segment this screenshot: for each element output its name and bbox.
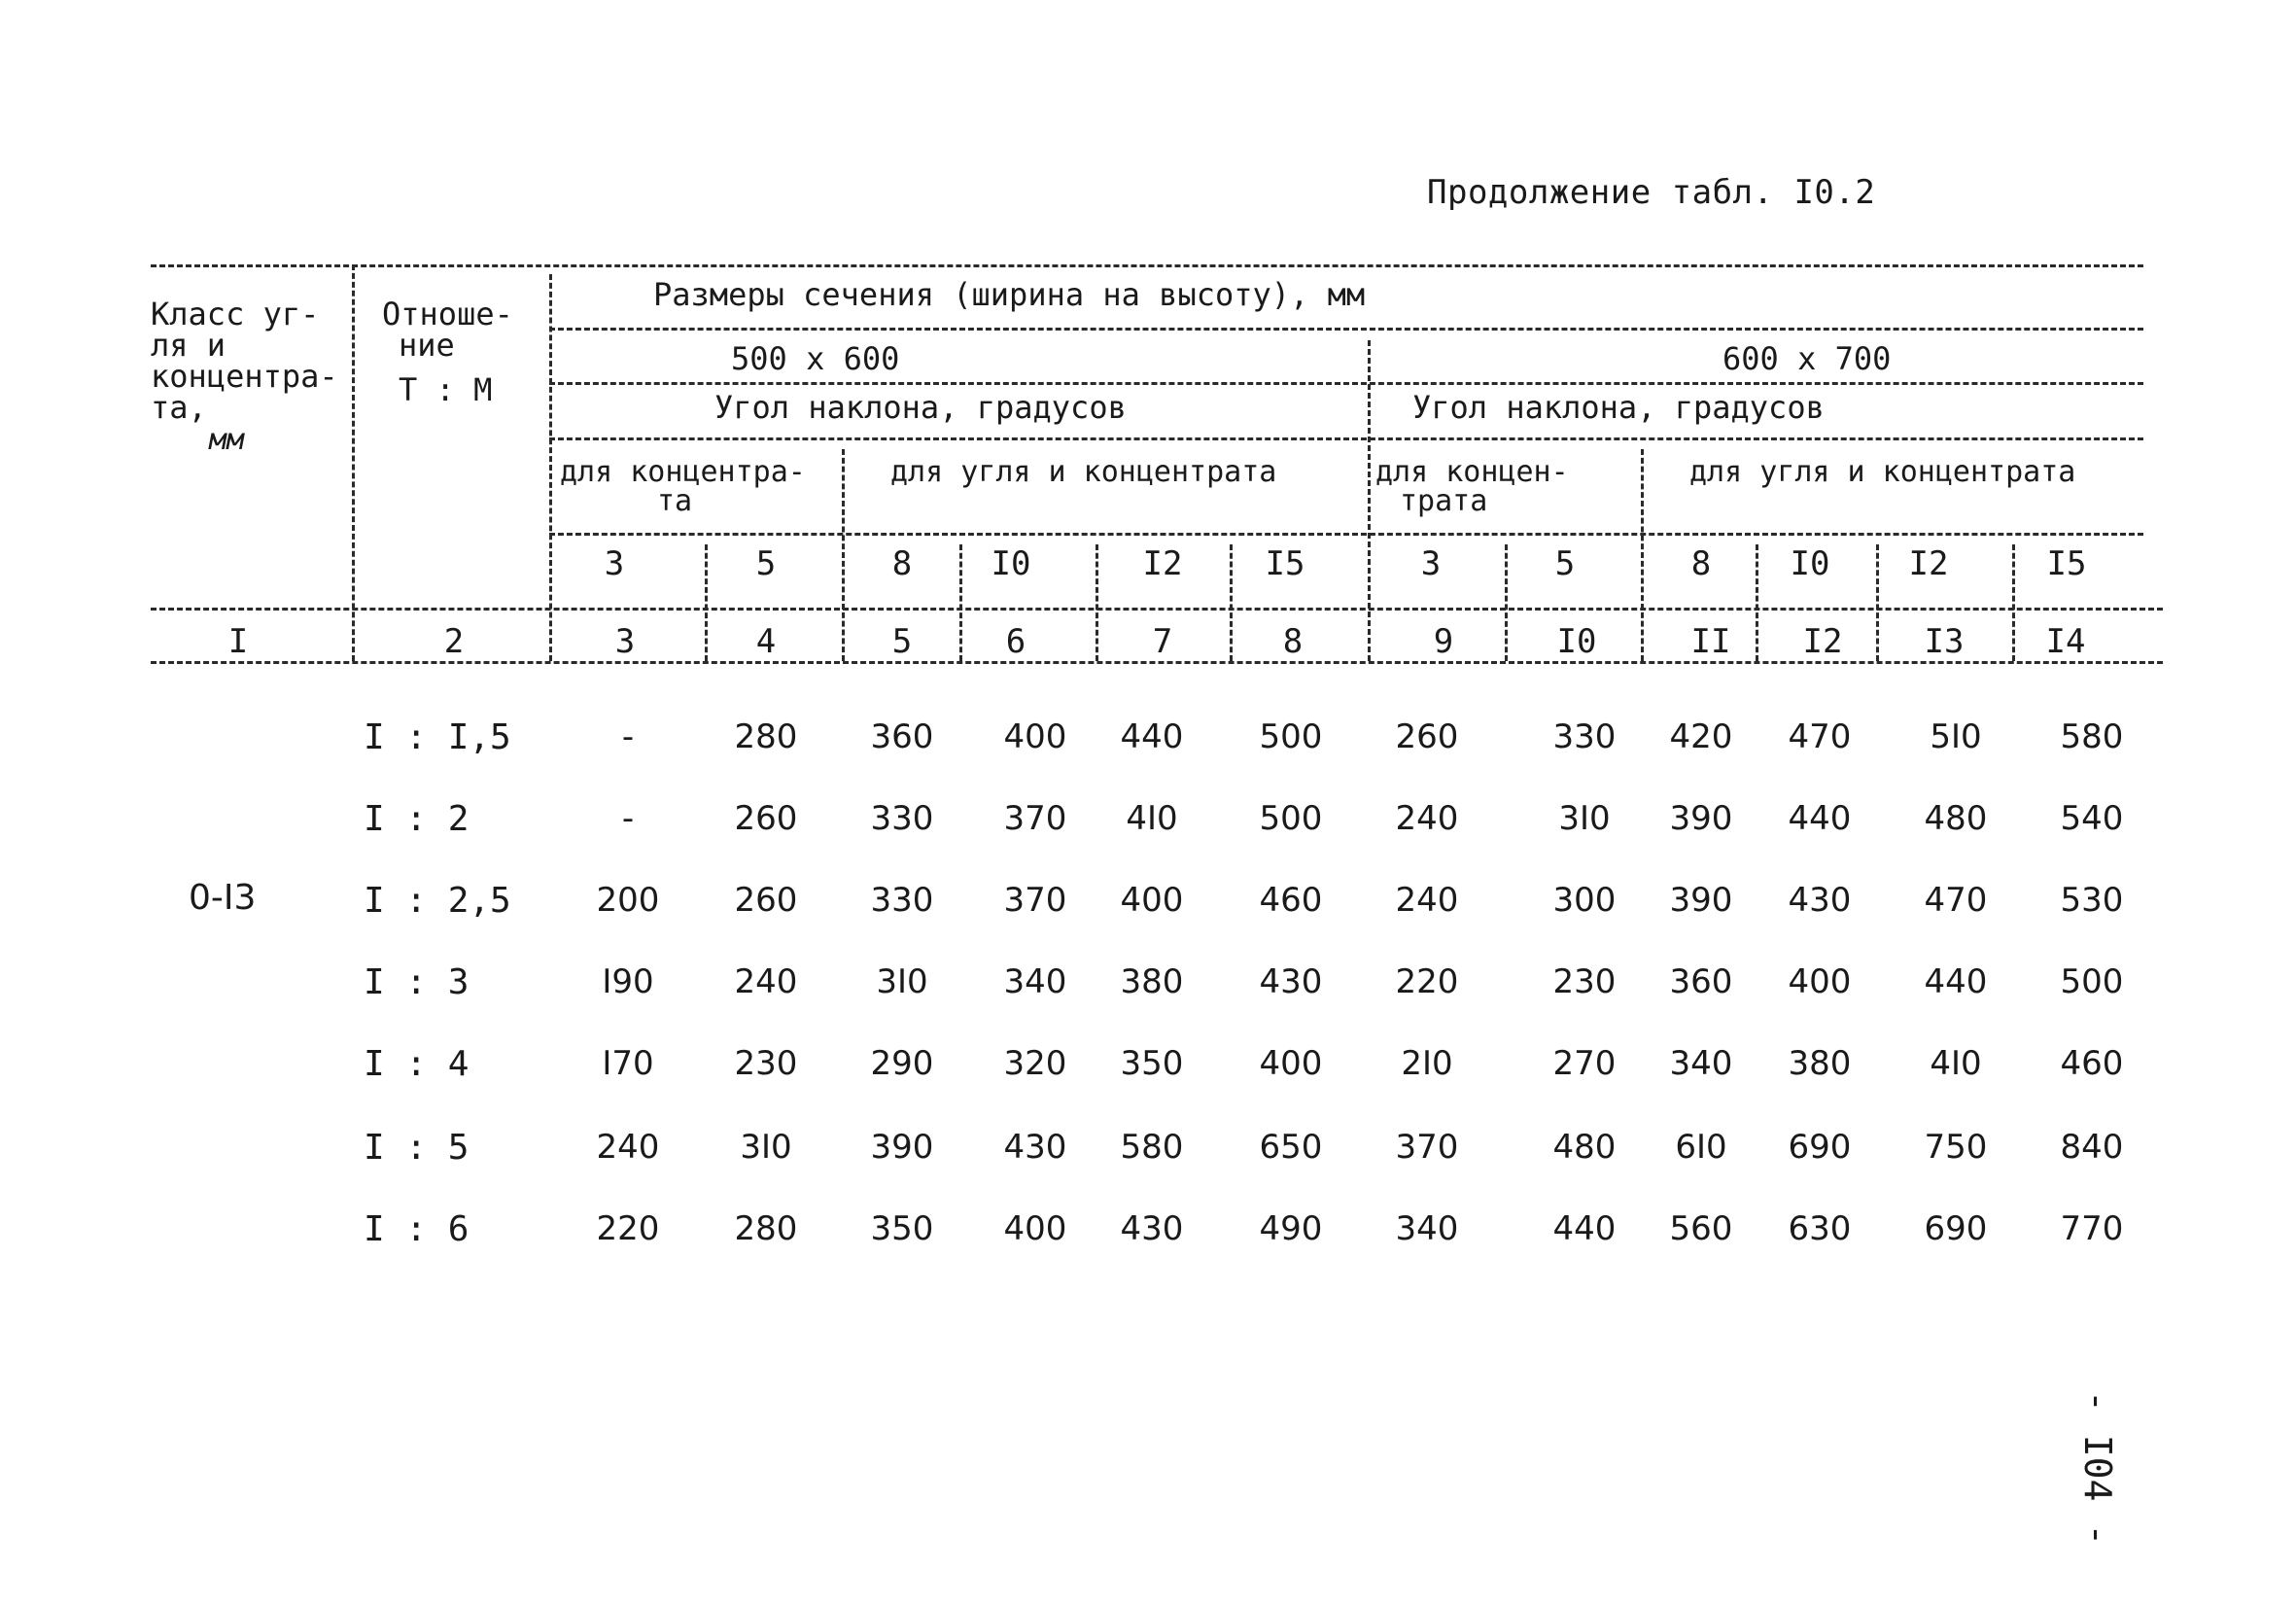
- table-cell: I90: [602, 962, 654, 1001]
- column-number: II: [1690, 622, 1731, 661]
- table-cell: 430: [1788, 881, 1852, 920]
- vrule-group-a: [842, 449, 845, 661]
- header-angle-8b: 8: [1690, 544, 1712, 583]
- table-cell: 200: [596, 881, 660, 920]
- table-cell: 6I0: [1675, 1128, 1727, 1167]
- table-cell: 430: [1259, 962, 1323, 1001]
- table-cell: 240: [1395, 881, 1459, 920]
- table-cell: 260: [734, 881, 798, 920]
- table-cell: 330: [870, 881, 934, 920]
- header-angle-5a: 5: [755, 544, 777, 583]
- table-cell: 3I0: [876, 962, 928, 1001]
- header-ratio-line-2: ние: [399, 327, 455, 364]
- table-cell: 400: [1003, 1209, 1067, 1248]
- vrule-1: [352, 264, 355, 661]
- ratio-cell: I : I,5: [364, 717, 511, 757]
- table-cell: 470: [1924, 881, 1988, 920]
- table-cell: 230: [734, 1044, 798, 1083]
- table-cell: 270: [1552, 1044, 1617, 1083]
- table-cell: 370: [1395, 1128, 1459, 1167]
- table-cell: 3I0: [740, 1128, 792, 1167]
- table-cell: 280: [734, 717, 798, 756]
- header-ratio-line-3: Т : М: [399, 371, 493, 408]
- table-cell: 220: [596, 1209, 660, 1248]
- table-cell: 300: [1552, 881, 1617, 920]
- ratio-cell: I : 2,5: [364, 881, 511, 921]
- ratio-cell: I : 3: [364, 962, 470, 1002]
- header-group-conc-a-line-1: для концентра-: [560, 455, 806, 489]
- header-ratio-line-1: Отноше-: [382, 296, 513, 332]
- rule-size: [549, 328, 2143, 331]
- column-number: 3: [614, 622, 636, 661]
- vrule-8-10b: [1756, 544, 1758, 661]
- table-cell: I70: [602, 1044, 654, 1083]
- header-angle-12b: I2: [1908, 544, 1949, 583]
- table-cell: 430: [1120, 1209, 1184, 1248]
- table-cell: 460: [2060, 1044, 2124, 1083]
- header-class-line-3: концентра-: [151, 358, 338, 395]
- table-cell: 390: [1669, 881, 1733, 920]
- column-number: I4: [2045, 622, 2086, 661]
- table-cell: 530: [2060, 881, 2124, 920]
- rule-top: [151, 264, 2143, 267]
- table-cell: 240: [1395, 799, 1459, 838]
- table-cell: 390: [1669, 799, 1733, 838]
- table-cell: -: [621, 717, 635, 756]
- table-cell: 400: [1003, 717, 1067, 756]
- vrule-ab: [1368, 340, 1371, 661]
- vrule-2: [549, 274, 552, 661]
- table-cell: 470: [1788, 717, 1852, 756]
- table-cell: 370: [1003, 799, 1067, 838]
- header-angle-15a: I5: [1265, 544, 1305, 583]
- ratio-cell: I : 4: [364, 1044, 470, 1084]
- header-group-conc-b-line-1: для концен-: [1375, 455, 1569, 489]
- rule-colnum-top: [151, 608, 2163, 611]
- header-group-coal-a: для угля и концентрата: [890, 455, 1277, 489]
- header-class-line-1: Класс уг-: [151, 296, 320, 332]
- header-angle-3a: 3: [604, 544, 625, 583]
- table-cell: 330: [870, 799, 934, 838]
- header-angle-10a: I0: [991, 544, 1031, 583]
- coal-class-value: 0-I3: [189, 878, 257, 918]
- rule-group: [549, 437, 2143, 440]
- table-cell: 460: [1259, 881, 1323, 920]
- table-cell: 340: [1669, 1044, 1733, 1083]
- table-cell: 500: [2060, 962, 2124, 1001]
- header-size-b: 600 х 700: [1722, 340, 1892, 377]
- table-cell: 400: [1120, 881, 1184, 920]
- header-size-a: 500 х 600: [731, 340, 900, 377]
- column-number: 2: [443, 622, 465, 661]
- column-number: I3: [1924, 622, 1965, 661]
- page-number: - I04 -: [2076, 1390, 2119, 1547]
- table-cell: 400: [1259, 1044, 1323, 1083]
- table-cell: 320: [1003, 1044, 1067, 1083]
- table-cell: 260: [1395, 717, 1459, 756]
- table-cell: 340: [1003, 962, 1067, 1001]
- ratio-cell: I : 5: [364, 1128, 470, 1168]
- vrule-3-5a: [705, 544, 708, 661]
- table-cell: 340: [1395, 1209, 1459, 1248]
- table-cell: 420: [1669, 717, 1733, 756]
- table-cell: 400: [1788, 962, 1852, 1001]
- table-cell: 330: [1552, 717, 1617, 756]
- table-cell: 440: [1788, 799, 1852, 838]
- vrule-12-15a: [1230, 544, 1233, 661]
- table-cell: 290: [870, 1044, 934, 1083]
- table-cell: 380: [1788, 1044, 1852, 1083]
- header-angle-5b: 5: [1554, 544, 1576, 583]
- table-cell: 220: [1395, 962, 1459, 1001]
- header-class-line-2: ля и: [151, 327, 226, 364]
- vrule-10-12a: [1096, 544, 1098, 661]
- table-cell: 260: [734, 799, 798, 838]
- table-cell: 240: [734, 962, 798, 1001]
- column-number: 6: [1005, 622, 1026, 661]
- table-cell: 540: [2060, 799, 2124, 838]
- table-cell: 560: [1669, 1209, 1733, 1248]
- header-group-conc-b-line-2: трата: [1400, 484, 1488, 518]
- column-number: I: [227, 622, 249, 661]
- table-cell: 440: [1924, 962, 1988, 1001]
- vrule-3-5b: [1505, 544, 1508, 661]
- table-cell: 490: [1259, 1209, 1323, 1248]
- table-cell: 350: [870, 1209, 934, 1248]
- header-class-unit: мм: [209, 423, 245, 457]
- table-cell: 480: [1552, 1128, 1617, 1167]
- table-cell: 370: [1003, 881, 1067, 920]
- column-number: 4: [755, 622, 777, 661]
- table-cell: -: [621, 799, 635, 838]
- table-cell: 280: [734, 1209, 798, 1248]
- rule-angle: [549, 382, 2143, 385]
- table-cell: 350: [1120, 1044, 1184, 1083]
- header-angle-a: Угол наклона, градусов: [714, 389, 1127, 426]
- table-cell: 440: [1552, 1209, 1617, 1248]
- table-cell: 750: [1924, 1128, 1988, 1167]
- table-cell: 3I0: [1558, 799, 1611, 838]
- header-section-title: Размеры сечения (ширина на высоту), мм: [653, 276, 1366, 313]
- table-cell: 230: [1552, 962, 1617, 1001]
- table-cell: 4I0: [1126, 799, 1178, 838]
- column-number: I0: [1556, 622, 1597, 661]
- column-number: 5: [891, 622, 913, 661]
- column-number: 8: [1282, 622, 1304, 661]
- header-angle-12a: I2: [1142, 544, 1183, 583]
- column-number: 9: [1433, 622, 1454, 661]
- table-cell: 500: [1259, 799, 1323, 838]
- rule-angles: [549, 533, 2143, 536]
- table-cell: 770: [2060, 1209, 2124, 1248]
- table-cell: 4I0: [1930, 1044, 1982, 1083]
- table-cell: 840: [2060, 1128, 2124, 1167]
- table-cell: 580: [1120, 1128, 1184, 1167]
- table-cell: 500: [1259, 717, 1323, 756]
- ratio-cell: I : 6: [364, 1209, 470, 1249]
- header-angle-8a: 8: [891, 544, 913, 583]
- table-cell: 650: [1259, 1128, 1323, 1167]
- table-cell: 5I0: [1930, 717, 1982, 756]
- table-cell: 390: [870, 1128, 934, 1167]
- header-angle-b: Угол наклона, градусов: [1412, 389, 1825, 426]
- header-angle-15b: I5: [2046, 544, 2087, 583]
- header-class-line-4: та,: [151, 389, 207, 426]
- rule-colnum-bottom: [151, 661, 2163, 664]
- vrule-group-b: [1641, 449, 1644, 661]
- table-cell: 2I0: [1401, 1044, 1453, 1083]
- table-cell: 690: [1924, 1209, 1988, 1248]
- header-group-conc-a-line-2: та: [657, 484, 693, 518]
- table-cell: 380: [1120, 962, 1184, 1001]
- table-caption: Продолжение табл. I0.2: [1427, 173, 1876, 212]
- table-cell: 240: [596, 1128, 660, 1167]
- header-group-coal-b: для угля и концентрата: [1689, 455, 2076, 489]
- table-cell: 690: [1788, 1128, 1852, 1167]
- table-cell: 440: [1120, 717, 1184, 756]
- vrule-8-10a: [959, 544, 962, 661]
- table-cell: 580: [2060, 717, 2124, 756]
- vrule-10-12b: [1876, 544, 1879, 661]
- header-angle-10b: I0: [1790, 544, 1830, 583]
- table-cell: 360: [870, 717, 934, 756]
- table-cell: 360: [1669, 962, 1733, 1001]
- vrule-12-15b: [2012, 544, 2015, 661]
- table-cell: 630: [1788, 1209, 1852, 1248]
- ratio-cell: I : 2: [364, 799, 470, 839]
- column-number: 7: [1152, 622, 1173, 661]
- table-cell: 480: [1924, 799, 1988, 838]
- table-cell: 430: [1003, 1128, 1067, 1167]
- column-number: I2: [1802, 622, 1843, 661]
- header-angle-3b: 3: [1420, 544, 1442, 583]
